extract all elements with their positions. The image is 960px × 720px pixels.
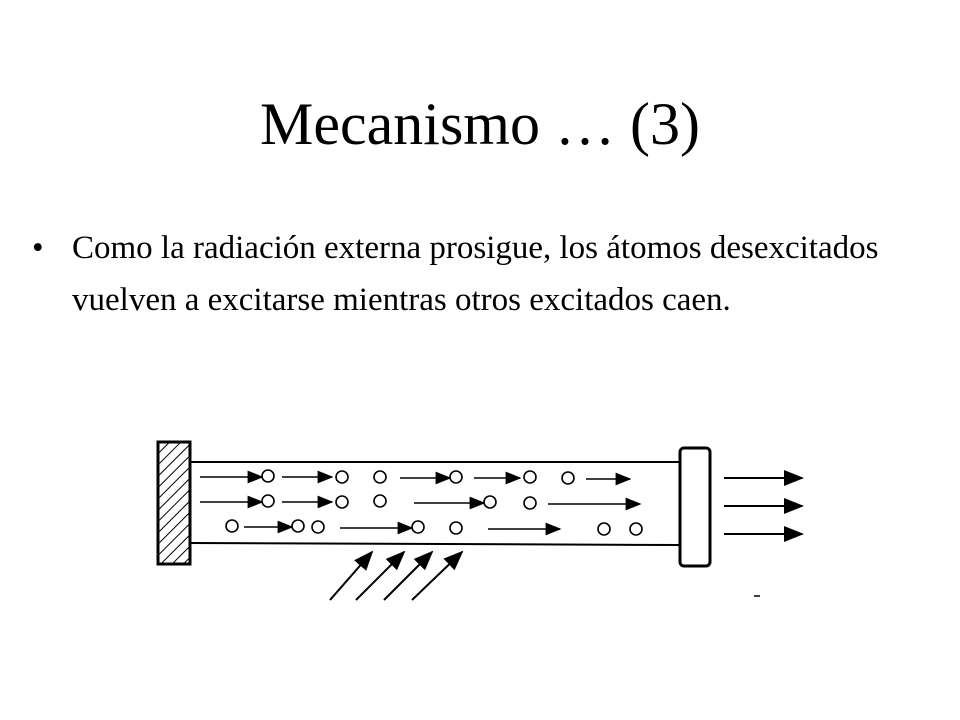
atom-row-3 bbox=[226, 520, 642, 535]
atom-circle-icon bbox=[450, 522, 462, 534]
pump-rays bbox=[330, 552, 462, 600]
atom-circle-icon bbox=[524, 471, 536, 483]
atom-circle-icon bbox=[484, 496, 496, 508]
atom-circle-icon bbox=[374, 471, 386, 483]
atom-circle-icon bbox=[226, 520, 238, 532]
atom-row-2 bbox=[200, 495, 640, 509]
atom-circle-icon bbox=[312, 521, 324, 533]
atom-circle-icon bbox=[336, 471, 348, 483]
atom-circle-icon bbox=[412, 521, 424, 533]
atom-circle-icon bbox=[450, 471, 462, 483]
atom-circle-icon bbox=[262, 470, 274, 482]
slide-title: Mecanismo … (3) bbox=[260, 91, 700, 157]
atom-circle-icon bbox=[292, 520, 304, 532]
photon-arrow-icon bbox=[412, 552, 462, 600]
bullet-text: Como la radiación externa prosigue, los átomos desexcitados vuelven a excitarse mientras otros excitados caen. bbox=[72, 230, 879, 318]
mirror-plain-icon bbox=[680, 448, 710, 566]
atom-circle-icon bbox=[262, 495, 274, 507]
output-beams bbox=[724, 478, 802, 534]
mirror-hatched-icon bbox=[158, 442, 190, 564]
atom-circle-icon bbox=[598, 523, 610, 535]
atom-row-1 bbox=[200, 470, 630, 484]
atom-circle-icon bbox=[336, 496, 348, 508]
photon-arrow-icon bbox=[330, 552, 372, 600]
atom-circle-icon bbox=[630, 523, 642, 535]
atom-circle-icon bbox=[524, 497, 536, 509]
photon-arrow-icon bbox=[356, 552, 404, 600]
atom-circle-icon bbox=[562, 472, 574, 484]
photon-arrow-icon bbox=[384, 552, 432, 600]
atom-circle-icon bbox=[374, 495, 386, 507]
bullet-icon: • bbox=[32, 230, 44, 266]
